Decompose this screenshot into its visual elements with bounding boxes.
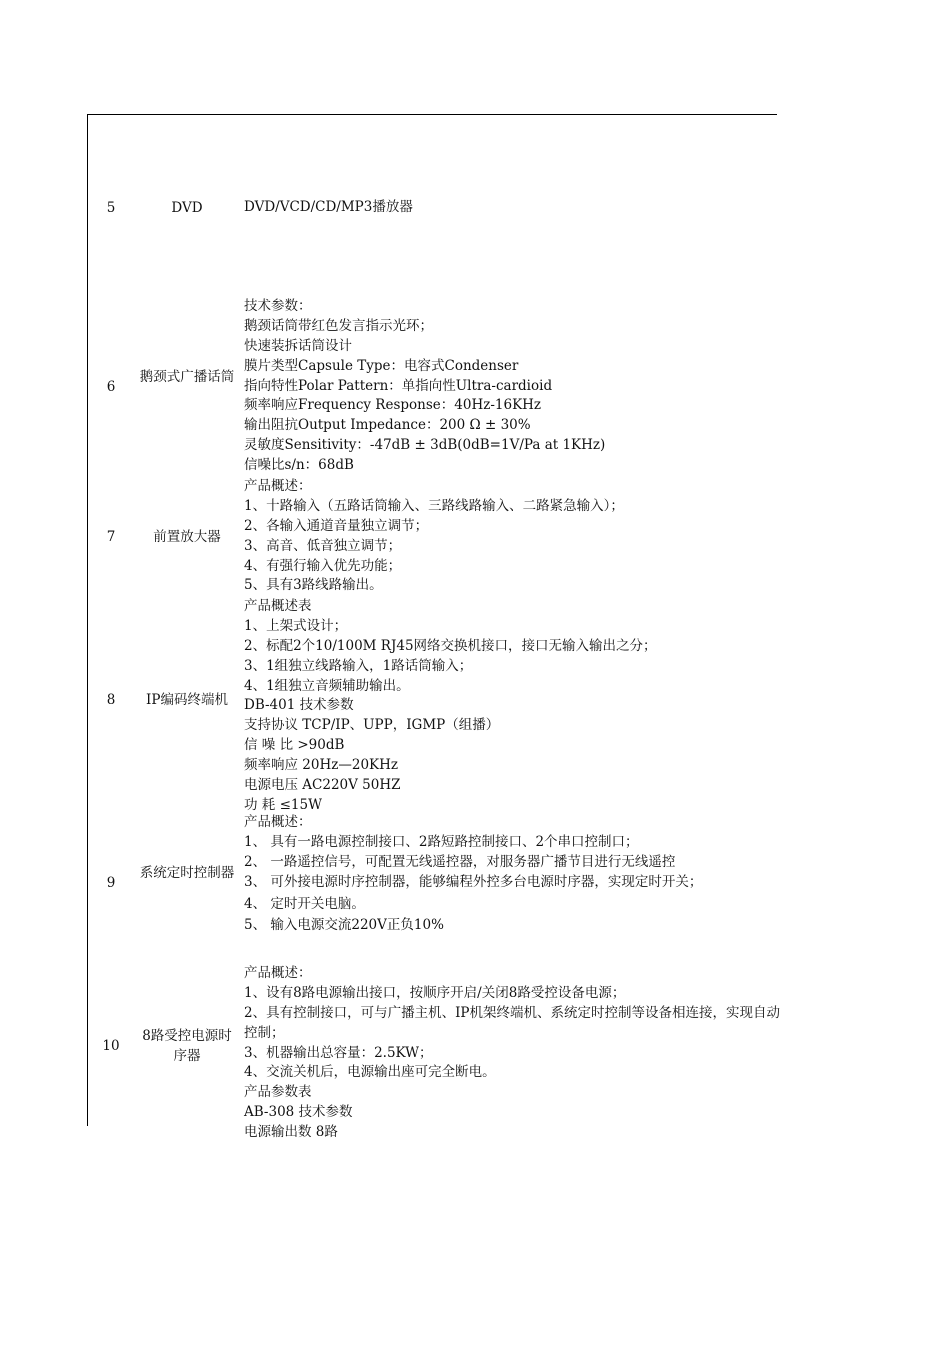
description-line: 产品参数表 [244, 1084, 312, 1101]
item-name: 系统定时控制器 [139, 865, 235, 881]
description-line: 3、1组独立线路输入，1路话筒输入； [244, 657, 473, 674]
description-line: 2、各输入通道音量独立调节； [244, 517, 429, 534]
item-name: IP编码终端机 [146, 692, 228, 708]
description-line: 2、具有控制接口，可与广播主机、IP机架终端机、系统定时控制等设备相连接，实现自动控制； [244, 1004, 781, 1041]
description-line: 4、 定时开关电脑。 [244, 895, 365, 912]
item-name: DVD [171, 200, 203, 216]
row-number: 7 [106, 529, 116, 545]
item-name: 鹅颈式广播话筒 [139, 369, 235, 385]
description-line: DB-401 技术参数 [244, 697, 354, 714]
description-line: 产品概述： [244, 478, 312, 494]
item-description [244, 198, 784, 218]
row-number: 10 [102, 1038, 120, 1054]
description-line: 2、 一路遥控信号，可配置无线遥控器，对服务器广播节目进行无线遥控 [244, 853, 676, 870]
item-description [244, 477, 784, 596]
description-line: 膜片类型Capsule Type：电容式Condenser [244, 357, 519, 374]
description-line: DVD/VCD/CD/MP3播放器 [244, 199, 413, 215]
row-number: 8 [106, 692, 116, 708]
description-line: 频率响应Frequency Response：40Hz-16KHz [244, 397, 542, 414]
description-line: 电源输出数 8路 [244, 1124, 338, 1141]
description-line: 3、高音、低音独立调节； [244, 537, 402, 554]
description-line: 频率响应 20Hz—20KHz [244, 757, 399, 774]
description-line: 指向特性Polar Pattern：单指向性Ultra-cardioid [244, 377, 553, 394]
row-number: 9 [106, 875, 116, 891]
description-line: 技术参数： [244, 298, 312, 314]
item-description [244, 297, 784, 476]
description-line: 1、 具有一路电源控制接口、2路短路控制接口、2个串口控制口； [244, 833, 639, 850]
description-line: 信 噪 比 >90dB [244, 737, 345, 754]
table-left-border [87, 114, 88, 1126]
description-line: 4、交流关机后，电源输出座可完全断电。 [244, 1064, 496, 1081]
description-line: 产品概述： [244, 814, 312, 830]
item-name: 前置放大器 [153, 529, 221, 545]
description-line: 灵敏度Sensitivity：-47dB ± 3dB(0dB=1V/Pa at 1KHz) [244, 437, 606, 454]
description-line: 快速装拆话筒设计 [244, 337, 352, 354]
description-line: 功 耗 ≤15W [244, 796, 322, 813]
description-line: 1、设有8路电源输出接口，按顺序开启/关闭8路受控设备电源； [244, 984, 626, 1001]
description-line: 5、 输入电源交流220V正负10% [244, 917, 444, 934]
description-line: 支持协议 TCP/IP、UPP，IGMP（组播） [244, 717, 500, 734]
description-line: 4、1组独立音频辅助输出。 [244, 677, 410, 694]
row-number: 6 [106, 379, 116, 395]
description-line: 5、具有3路线路输出。 [244, 577, 383, 594]
item-name: 8路受控电源时序器 [142, 1028, 232, 1064]
description-line: 鹅颈话筒带红色发言指示光环； [244, 317, 433, 334]
description-line: AB-308 技术参数 [244, 1104, 353, 1121]
description-line: 1、上架式设计； [244, 617, 348, 634]
item-description [244, 964, 784, 1143]
description-line: 信噪比s/n：68dB [244, 457, 354, 474]
table-top-border [87, 114, 777, 115]
description-line: 产品概述： [244, 965, 312, 981]
description-line: 电源电压 AC220V 50HZ [244, 777, 401, 794]
description-line: 输出阻抗Output Impedance：200 Ω ± 30% [244, 417, 531, 434]
description-line: 1、十路输入（五路话筒输入、三路线路输入、二路紧急输入）； [244, 497, 624, 514]
item-description [244, 813, 779, 936]
item-description [244, 597, 784, 816]
description-line: 产品概述表 [244, 598, 312, 614]
description-line: 4、有强行输入优先功能； [244, 557, 402, 574]
description-line: 3、机器输出总容量：2.5KW； [244, 1044, 433, 1061]
row-number: 5 [106, 200, 116, 216]
description-line: 2、标配2个10/100M RJ45网络交换机接口，接口无输入输出之分； [244, 637, 657, 654]
description-line: 3、 可外接电源时序控制器，能够编程外控多台电源时序器，实现定时开关； [244, 873, 703, 890]
